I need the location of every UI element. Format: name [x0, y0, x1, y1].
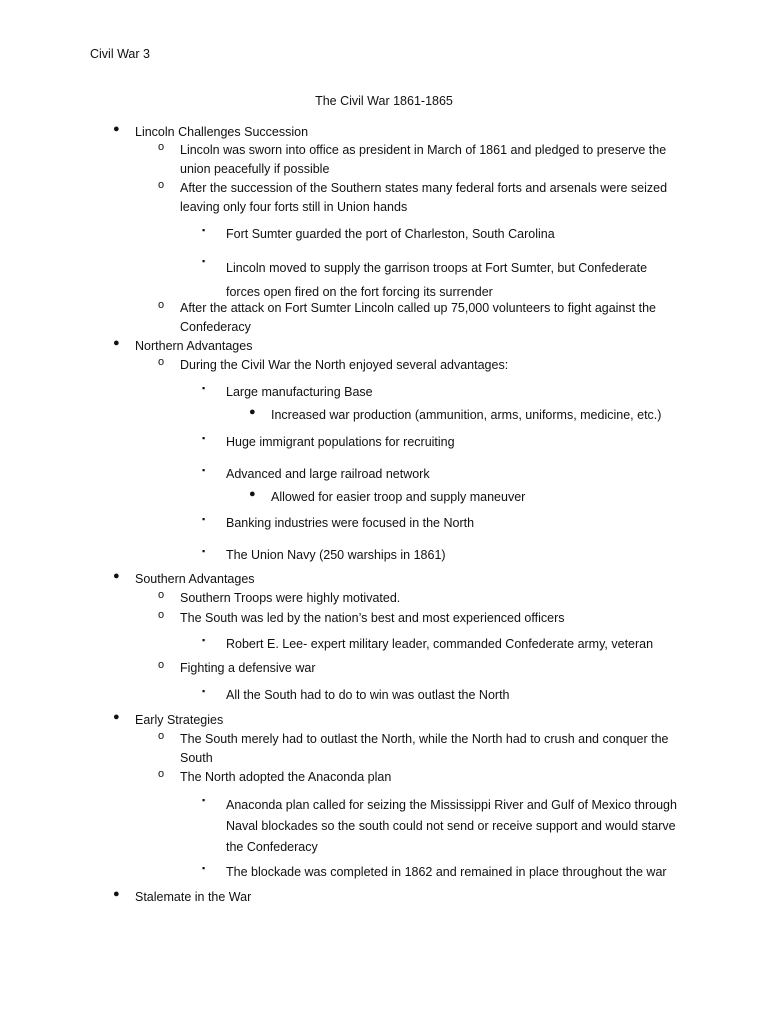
list-item-text: Stalemate in the War	[135, 890, 252, 904]
square-bullet-icon: ▪	[202, 433, 206, 443]
bullet-icon: ●	[113, 123, 120, 135]
list-item-text: The Union Navy (250 warships in 1861)	[226, 548, 446, 562]
list-item-text: The North adopted the Anaconda plan	[180, 770, 392, 784]
list-item-text: The blockade was completed in 1862 and remained in place throughout the war	[226, 865, 667, 879]
square-bullet-icon: ▪	[202, 514, 206, 524]
circle-bullet-icon: o	[158, 730, 165, 742]
list-item-text: Robert E. Lee- expert military leader, commanded Confederate army, veteran	[226, 637, 654, 651]
list-item-text: Early Strategies	[135, 713, 224, 727]
list-item-text: During the Civil War the North enjoyed several advantages:	[180, 358, 509, 372]
list-item-text: Northern Advantages	[135, 339, 253, 353]
square-bullet-icon: ▪	[202, 635, 206, 645]
circle-bullet-icon: o	[158, 141, 165, 153]
list-item-text: Fort Sumter guarded the port of Charleston, South Carolina	[226, 227, 555, 241]
list-item-text: Banking industries were focused in the North	[226, 516, 475, 530]
document-title: The Civil War 1861-1865	[315, 94, 453, 108]
bullet-icon: ●	[113, 711, 120, 723]
list-item-text: Lincoln was sworn into office as president in March of 1861 and pledged to preserve the union peacefully if possible	[180, 143, 667, 176]
bullet-icon: ●	[113, 337, 120, 349]
bullet-icon: ●	[113, 888, 120, 900]
circle-bullet-icon: o	[158, 659, 165, 671]
square-bullet-icon: ▪	[202, 383, 206, 393]
square-bullet-icon: ▪	[202, 795, 206, 805]
list-item-text: Anaconda plan called for seizing the Mississippi River and Gulf of Mexico through Naval blockades so the south could not send or receive support and would starve the Confederacy	[226, 798, 677, 854]
circle-bullet-icon: o	[158, 299, 165, 311]
square-bullet-icon: ▪	[202, 863, 206, 873]
list-item-text: Large manufacturing Base	[226, 385, 373, 399]
list-item-text: The South was led by the nation’s best and most experienced officers	[180, 611, 565, 625]
list-item-text: Southern Troops were highly motivated.	[180, 591, 401, 605]
square-bullet-icon: ▪	[202, 686, 206, 696]
square-bullet-icon: ▪	[202, 256, 206, 266]
bullet-icon: ●	[249, 406, 256, 418]
bullet-icon: ●	[249, 488, 256, 500]
list-item-text: After the succession of the Southern states many federal forts and arsenals were seized leaving only four forts still in Union hands	[180, 181, 668, 214]
circle-bullet-icon: o	[158, 768, 165, 780]
bullet-icon: ●	[113, 570, 120, 582]
list-item-text: After the attack on Fort Sumter Lincoln called up 75,000 volunteers to fight against the Confederacy	[180, 301, 656, 334]
list-item-text: Southern Advantages	[135, 572, 255, 586]
circle-bullet-icon: o	[158, 179, 165, 191]
square-bullet-icon: ▪	[202, 465, 206, 475]
list-item-text: Lincoln moved to supply the garrison troops at Fort Sumter, but Confederate forces open fired on the fort forcing its surrender	[226, 261, 648, 299]
list-item-text: All the South had to do to win was outlast the North	[226, 688, 510, 702]
list-item-text: Fighting a defensive war	[180, 661, 316, 675]
document-header: Civil War 3	[90, 47, 150, 61]
list-item-text: Advanced and large railroad network	[226, 467, 430, 481]
list-item-text: Huge immigrant populations for recruiting	[226, 435, 455, 449]
list-item-text: Allowed for easier troop and supply maneuver	[271, 490, 526, 504]
circle-bullet-icon: o	[158, 589, 165, 601]
square-bullet-icon: ▪	[202, 225, 206, 235]
list-item-text: Increased war production (ammunition, arms, uniforms, medicine, etc.)	[271, 408, 662, 422]
square-bullet-icon: ▪	[202, 546, 206, 556]
circle-bullet-icon: o	[158, 609, 165, 621]
circle-bullet-icon: o	[158, 356, 165, 368]
list-item-text: Lincoln Challenges Succession	[135, 125, 309, 139]
list-item-text: The South merely had to outlast the North, while the North had to crush and conquer the South	[180, 732, 669, 765]
